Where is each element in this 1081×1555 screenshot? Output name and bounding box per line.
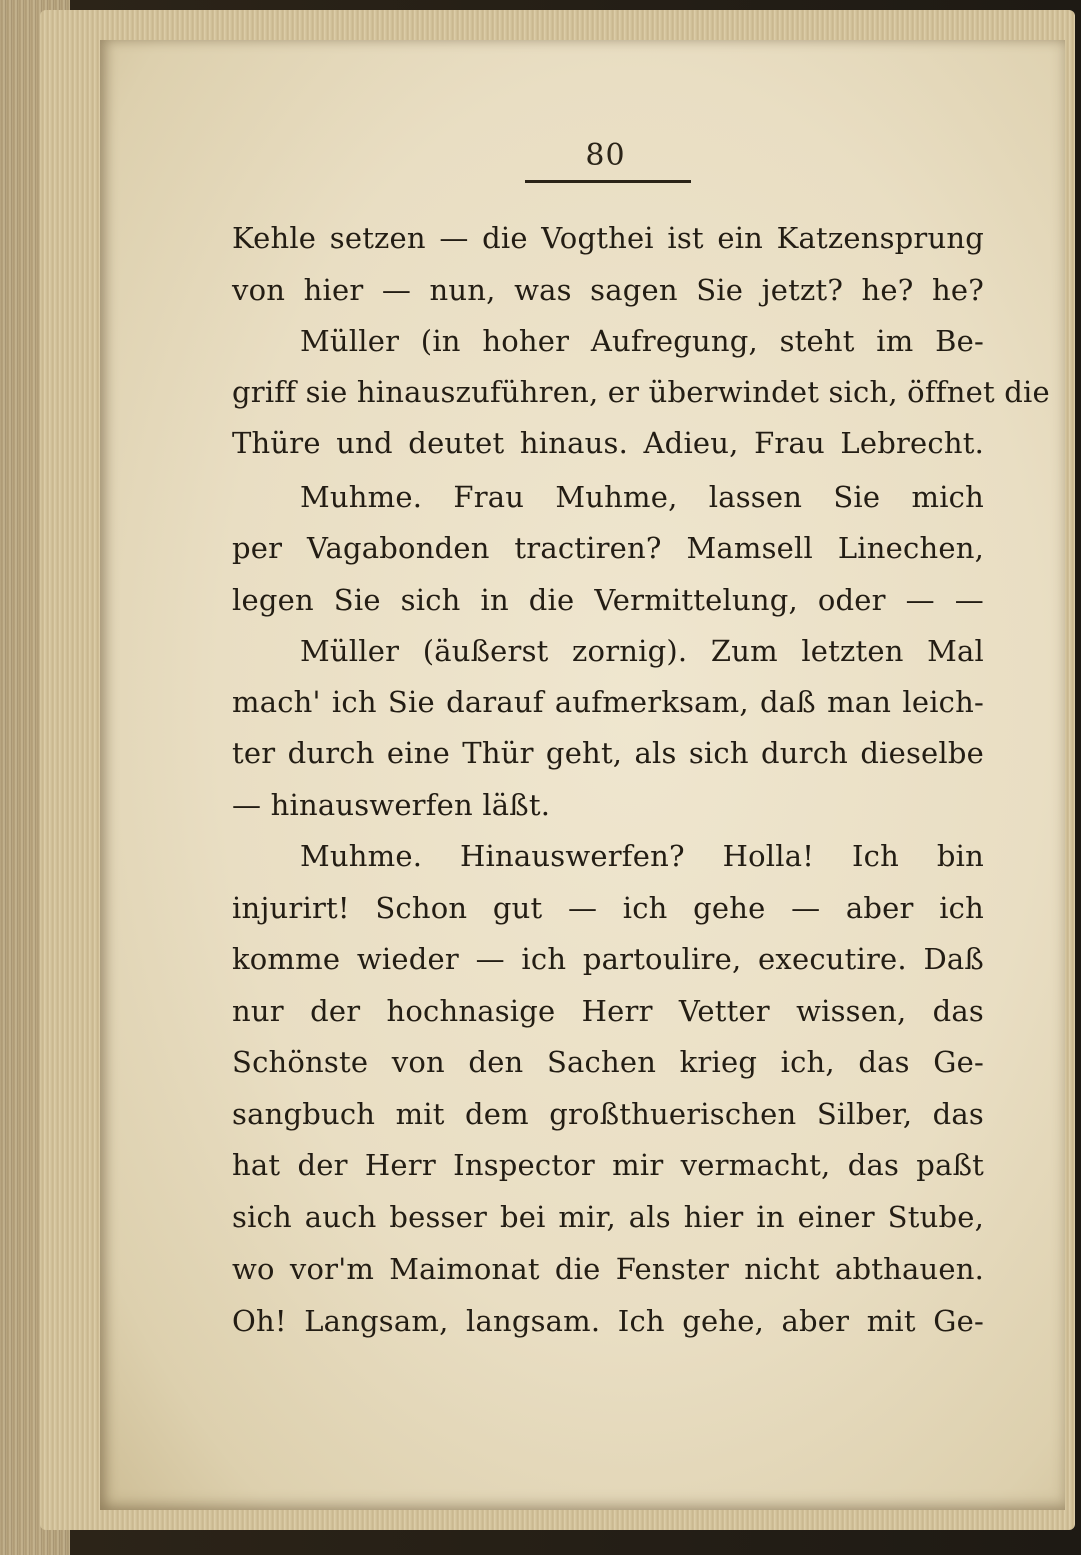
text-line: Müller (in hoher Aufregung, steht im Be- — [300, 324, 984, 358]
text-line: legen Sie sich in die Vermittelung, oder — — — [232, 583, 984, 617]
text-line: Oh! Langsam, langsam. Ich gehe, aber mit Ge- — [232, 1304, 984, 1338]
text-line: sich auch besser bei mir, als hier in einer Stube, — [232, 1200, 984, 1234]
book-page — [100, 40, 1065, 1510]
page-number: 80 — [585, 138, 626, 173]
text-line: ter durch eine Thür geht, als sich durch dieselbe — [232, 736, 984, 770]
text-line: Kehle setzen — die Vogthei ist ein Katzensprung — [232, 221, 984, 255]
text-line: komme wieder — ich partoulire, executire. Daß — [232, 942, 984, 976]
text-line: Thüre und deutet hinaus. Adieu, Frau Lebrecht. — [232, 426, 984, 460]
text-line: griff sie hinauszuführen, er überwindet sich, öffnet die — [232, 375, 1050, 409]
text-line: Muhme. Hinauswerfen? Holla! Ich bin — [300, 839, 984, 873]
text-line: injurirt! Schon gut — ich gehe — aber ich — [232, 891, 984, 925]
header-rule — [525, 180, 691, 183]
text-line: Muhme. Frau Muhme, lassen Sie mich — [300, 480, 984, 514]
text-line: Müller (äußerst zornig). Zum letzten Mal — [300, 634, 984, 668]
text-line: von hier — nun, was sagen Sie jetzt? he? he? — [232, 273, 984, 307]
text-line: hat der Herr Inspector mir vermacht, das paßt — [232, 1148, 984, 1182]
text-line: Schönste von den Sachen krieg ich, das Ge- — [232, 1045, 984, 1079]
text-line: per Vagabonden tractiren? Mamsell Linechen, — [232, 531, 984, 565]
text-line: wo vor'm Maimonat die Fenster nicht abthauen. — [232, 1252, 984, 1286]
text-line: sangbuch mit dem großthuerischen Silber, das — [232, 1097, 984, 1131]
text-line: nur der hochnasige Herr Vetter wissen, das — [232, 994, 984, 1028]
text-line: — hinauswerfen läßt. — [232, 788, 551, 822]
text-line: mach' ich Sie darauf aufmerksam, daß man leich- — [232, 685, 984, 719]
